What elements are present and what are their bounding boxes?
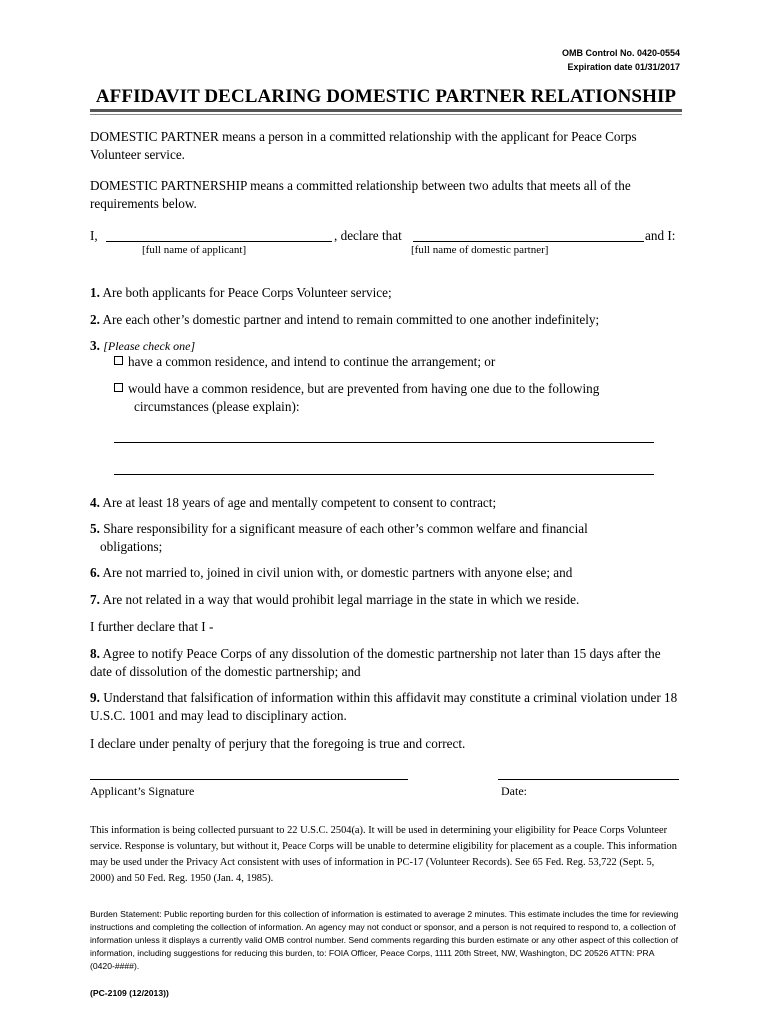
- item-number: 7.: [90, 592, 100, 607]
- item-number: 8.: [90, 646, 100, 661]
- applicant-signature-label: Applicant’s Signature: [90, 784, 195, 798]
- item-number: 5.: [90, 521, 100, 536]
- perjury-statement: I declare under penalty of perjury that the foregoing is true and correct.: [90, 736, 466, 751]
- omb-control-number: OMB Control No. 0420-0554: [561, 48, 680, 58]
- item-text: Are both applicants for Peace Corps Volunteer service;: [102, 285, 392, 300]
- expiration-date: Expiration date 01/31/2017: [567, 62, 680, 72]
- title-divider-thick: [90, 109, 682, 112]
- applicant-signature-field[interactable]: [90, 779, 408, 780]
- partner-name-hint: [full name of domestic partner]: [411, 244, 549, 256]
- item-number: 3.: [90, 338, 100, 353]
- explanation-line-2[interactable]: [114, 474, 654, 475]
- item-9: [90, 689, 682, 725]
- item-number: 1.: [90, 285, 100, 300]
- item-8: [90, 645, 682, 681]
- item-text: Understand that falsification of information within this affidavit may constitute a criminal violation under 18 U.S.C. 1001 and may lead to disciplinary action.: [90, 690, 678, 723]
- item-text: Are at least 18 years of age and mentally competent to consent to contract;: [102, 495, 497, 510]
- privacy-notice: This information is being collected pursuant to 22 U.S.C. 2504(a). It will be used in determining your eligibility for Peace Corps Volunteer service. Response is voluntary, but without it, Peace Corps will be unable to determine eligibility for placement as a couple. This information may be used under the Privacy Act consistent with uses of information in PC-17 (Volunteer Records). See 65 Fed. Reg. 53,722 (Sept. 5, 2000) and 50 Fed. Reg. 1950 (Jan. 4, 1985).: [90, 825, 677, 884]
- option-b-text: would have a common residence, but are prevented from having one due to the following circumstances (please explain):: [128, 381, 600, 414]
- item-text: Are not related in a way that would prohibit legal marriage in the state in which we reside.: [102, 592, 580, 607]
- further-declaration: I further declare that I -: [90, 619, 214, 634]
- definition-domestic-partner: DOMESTIC PARTNER means a person in a committed relationship with the applicant for Peace Corps Volunteer service.: [90, 129, 637, 162]
- item-number: 4.: [90, 495, 100, 510]
- applicant-name-hint: [full name of applicant]: [142, 244, 247, 256]
- item-number: 9.: [90, 690, 100, 705]
- option-a-text: have a common residence, and intend to continue the arrangement; or: [128, 354, 496, 369]
- item-text: Are not married to, joined in civil union with, or domestic partners with anyone else; and: [102, 565, 573, 580]
- item-text: Are each other’s domestic partner and intend to remain committed to one another indefinitely;: [102, 312, 600, 327]
- item-1: [90, 284, 682, 302]
- declaration-lead: I,: [90, 228, 98, 243]
- item-6: [90, 564, 682, 582]
- form-number: (PC-2109 (12/2013)): [90, 988, 169, 998]
- burden-statement: Burden Statement: Public reporting burden for this collection of information is estimated to average 2 minutes. This estimate includes the time for reviewing instructions and completing the collection of information. An agency may not conduct or sponsor, and a person is not required to respond to, a collection of information unless it displays a currently valid OMB control number. Send comments regarding this burden estimate or any other aspect of this collection of information, including suggestions for reducing this burden, to: FOIA Officer, Peace Corps, 1111 20th Street, NW, Washington, DC 20526 ATTN: PRA (0420-####).: [90, 909, 679, 971]
- applicant-name-field[interactable]: [106, 241, 332, 242]
- item-text: Share responsibility for a significant measure of each other’s common welfare and financial obligations;: [100, 521, 588, 554]
- declaration-end: and I:: [645, 228, 676, 243]
- date-field[interactable]: [498, 779, 679, 780]
- page-title: AFFIDAVIT DECLARING DOMESTIC PARTNER RELATIONSHIP: [95, 86, 677, 107]
- definition-domestic-partnership: DOMESTIC PARTNERSHIP means a committed relationship between two adults that meets all of the requirements below.: [90, 178, 631, 211]
- item-instruction: [Please check one]: [103, 339, 196, 353]
- item-7: [90, 591, 682, 609]
- item-number: 2.: [90, 312, 100, 327]
- partner-name-field[interactable]: [413, 241, 644, 242]
- declaration-middle: , declare that: [334, 228, 402, 243]
- item-2: [90, 311, 682, 329]
- omb-header: [562, 46, 680, 74]
- date-label: Date:: [501, 784, 527, 798]
- item-text: Agree to notify Peace Corps of any dissolution of the domestic partnership not later than 15 days after the date of dissolution of the domestic partnership; and: [90, 646, 661, 679]
- item-number: 6.: [90, 565, 100, 580]
- option-b-checkbox[interactable]: [114, 383, 123, 392]
- title-divider-thin: [90, 114, 682, 115]
- option-b: [114, 380, 644, 416]
- explanation-line-1[interactable]: [114, 442, 654, 443]
- item-4: [90, 494, 682, 512]
- option-a-checkbox[interactable]: [114, 356, 123, 365]
- option-a: [114, 353, 674, 371]
- item-5: [90, 520, 630, 556]
